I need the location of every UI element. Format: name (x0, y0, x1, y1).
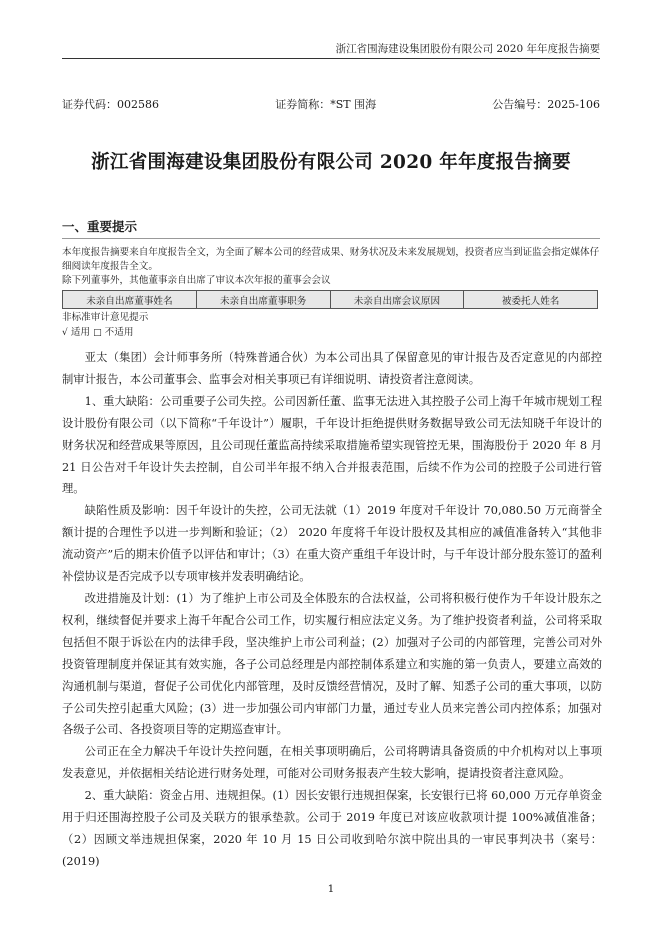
announcement-number: 公告编号：2025-106 (492, 98, 600, 111)
audit-opinion-options (62, 326, 602, 340)
table-header-cell: 被委托人姓名 (464, 291, 598, 309)
paragraph: 缺陷性质及影响：因千年设计的失控，公司无法就（1）2019 年度对千年设计 70,080.50 万元商誉全额计提的合理性予以进一步判断和验证；（2） 2020 年度将千年设计股权及其相应的减值准备转入“其他非流动资产”后的期末价值予以评估和审计；（3）在重大资产重组千年设计时，与千年设计部分股东签订的盈利补偿协议是否完成予以专项审核并发表明确结论。 (62, 504, 602, 584)
option-applicable: 适用 (70, 327, 90, 338)
director-note: 除下列董事外，其他董事亲自出席了审议本次年报的董事会会议 (62, 275, 331, 286)
paragraph: 1、重大缺陷：公司重要子公司失控。公司因新任董、监事无法进入其控股子公司上海千年城市规划工程设计股份有限公司（以下简称“千年设计”）履职，千年设计拒绝提供财务数据导致公司无法知晓千年设计的财务状况和经营成果等原因，且公司现任董监高持续采取措施希望实现管控无果，围海股份于 2020 年 8 月 21 日公告对千年设计失去控制，自公司半年报不纳入合并报表范围，后续不作为公司的控股子公司进行管理。 (62, 394, 602, 496)
paragraph: 2、重大缺陷：资金占用、违规担保。(1）因长安银行违规担保案，长安银行已将 60,000 万元存单资金用于归还围海控股子公司及关联方的银承垫款。公司于 2019 年度已对该应收款项计提 100%减值准备；（2）因顾文举违规担保案，2020 年 10 月 15 日公司收到哈尔滨中院出具的一审民事判决书（案号：(2019) (62, 789, 602, 868)
paragraph: 公司正在全力解决千年设计失控问题，在相关事项明确后，公司将聘请具备资质的中介机构对以上事项发表意见，并依据相关结论进行财务处理，可能对公司财务报表产生较大影响，提请投资者注意风险。 (62, 745, 602, 781)
stock-code: 证券代码：002586 (62, 98, 159, 111)
section-rule (62, 238, 600, 239)
page-number: 1 (327, 883, 335, 895)
header-rule (62, 58, 600, 59)
table-header-cell: 未亲自出席董事姓名 (63, 291, 197, 309)
running-header: 浙江省围海建设集团股份有限公司 2020 年年度报告摘要 (335, 43, 600, 55)
table-header-row (63, 291, 598, 309)
section-heading: 一、重要提示 (62, 219, 138, 234)
meta-row (62, 96, 600, 112)
paragraph: 改进措施及计划：(1）为了维护上市公司及全体股东的合法权益，公司将积极行使作为千年设计股东之权利，继续督促并要求上海千年配合公司工作，切实履行相应法定义务。为了维护投资者利益，公司将采取包括但不限于诉讼在内的法律手段，坚决维护上市公司利益；(2）加强对子公司的内部管理，完善公司对外投资管理制度并保证其有效实施，各子公司总经理是内部控制体系建立和实施的第一负责人，要建立高效的沟通机制与渠道，督促子公司优化内部管理，及时反馈经营情况，及时了解、知悉子公司的重大事项，以防子公司失控引起重大风险；(3）进一步加强公司内审部门力量，通过专业人员来完善公司内控体系；加强对各级子公司、各投资项目等的定期巡查审计。 (62, 591, 602, 737)
table-header-cell: 未亲自出席董事职务 (196, 291, 330, 309)
option-not-applicable: 不适用 (104, 327, 134, 338)
audit-opinion-label: 非标准审计意见提示 (62, 312, 149, 323)
stock-abbreviation: 证券简称：*ST 围海 (275, 98, 377, 111)
absent-directors-table (62, 290, 598, 309)
checkmark-icon: √ (62, 328, 68, 338)
body-text (62, 347, 602, 873)
intro-text: 本年度报告摘要来自年度报告全文，为全面了解本公司的经营成果、财务状况及未来发展规划，投资者应当到证监会指定媒体仔细阅读年度报告全文。 (62, 247, 600, 272)
paragraph: 亚太（集团）会计师事务所（特殊普通合伙）为本公司出具了保留意见的审计报告及否定意见的内部控制审计报告，本公司董事会、监事会对相关事项已有详细说明、请投资者注意阅读。 (62, 351, 602, 386)
empty-checkbox-icon: □ (93, 328, 102, 338)
document-title: 浙江省围海建设集团股份有限公司 2020 年年度报告摘要 (91, 152, 571, 173)
table-header-cell: 未亲自出席会议原因 (330, 291, 464, 309)
